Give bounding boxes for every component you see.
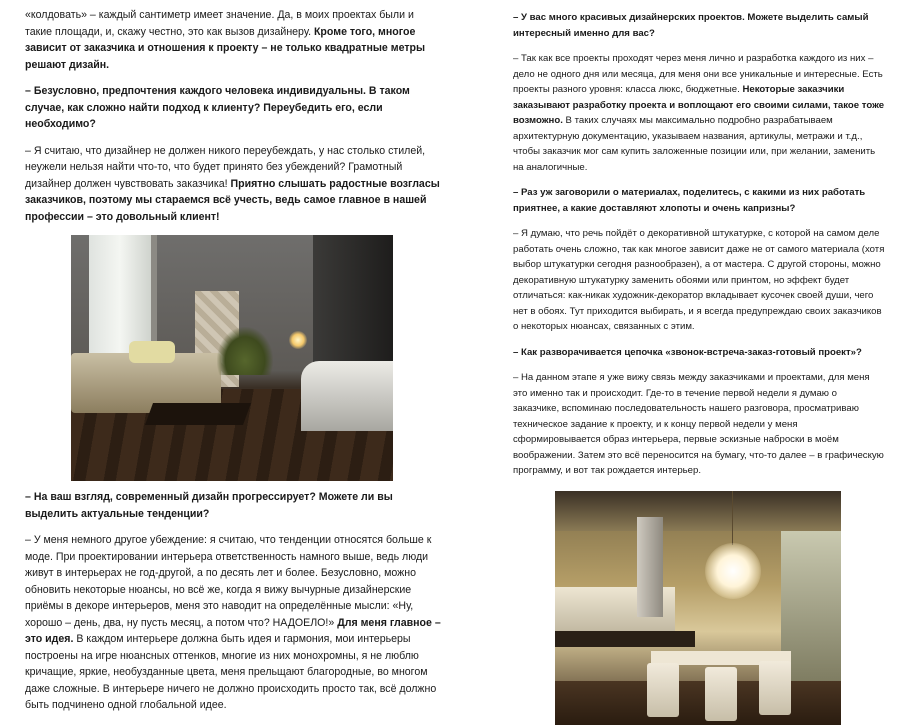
chair [647,663,679,717]
bedroom-interior-photo [71,235,393,481]
interview-answer: – На данном этапе я уже вижу связь между заказчиками и проектами, для меня это именно так и происходит. Где-то в течение первой недели я думаю о заказчике, вспоминаю последовательность нашего разговора, просматриваю техническое задание к проекту, и к концу первой недели у меня сформировывается образ интерьера, первые эскизные наброски в моём воображении. Затем это всё переносится на бумагу, что-то далее – в графическую программу, и вот так рождается интерьер. [513,372,884,476]
text: – У меня немного другое убеждение: я считаю, что тенденции относятся больше к моде. При проектировании интерьера ответственность намного выше, ведь люди живут в интерьерах не год-другой, а по десять лет и более. Безусловно, можно обновить некоторые нюансы, но всё же, когда я вижу вычурные дизайнерские приёмы в декоре интерьеров, меня это наводит на определённые мысли: «Ну, хорошо – день, два, ну пусть месяц, а потом что? НАДОЕЛО!» [25,534,432,629]
left-column [25,0,443,714]
floor [555,681,841,725]
interview-answer: – Я думаю, что речь пойдёт о декоративной штукатурке, с которой на самом деле работать очень сложно, так как многое зависит даже не от самого материала (хотя выбор штукатурки сегодня разнообразен), а от мастера. С другой стороны, можно декоративную штукатурку заменить обоями или принтом, но эффект будет отличаться: как-никак художник-декоратор вкладывает кусочек своей души, чего нет в обоях. Тут приходится выбирать, и я всегда предупреждаю своих заказчиков о некоторых нюансах, связанных с этим. [513,228,885,332]
text: – Я считаю, что дизайнер не должен никого переубеждать, у нас столько стилей, неужели нельзя найти что-то, что будет принято без убеждений? Грамотный дизайнер должен чувствовать заказчика! [25,144,426,190]
bold-text: Кроме того, многое зависит от заказчика и отношения к проекту – не только квадратные метры решают дизайн. [25,25,426,71]
ceiling [555,491,841,531]
kitchen-interior-photo [555,491,841,725]
chair [705,667,737,721]
interview-question: – Как разворачивается цепочка «звонок-встреча-заказ-готовый проект»? [513,346,862,358]
lamp-wire [732,491,733,545]
paragraph [25,7,443,73]
interview-question: – Безусловно, предпочтения каждого человека индивидуальны. В таком случае, как сложно найти подход к клиенту? Переубедить его, если необходимо? [25,85,410,130]
kitchen-counter [555,631,695,647]
text: «колдовать» – каждый сантиметр имеет значение. Да, в моих проектах были и такие площади, и, скажу честно, это как вызов дизайнеру. [25,9,414,38]
pillow [129,341,175,363]
bold-text: Для меня главное – это идея. [25,616,441,645]
interview-answer [513,51,885,175]
interview-question: – На ваш взгляд, современный дизайн прогрессирует? Можете ли вы выделить актуальные тенденции? [25,491,393,520]
bed [301,361,393,431]
chair [759,661,791,715]
bold-text: Некоторые заказчики заказывают разработку проекта и воплощают его своими силами, такое тоже возможно. [513,84,885,126]
interview-question: – Раз уж заговорили о материалах, поделитесь, с какими из них работать приятнее, а какие доставляют хлопоты и очень капризны? [513,187,866,214]
chandelier [705,543,761,599]
lamp [289,331,307,349]
interview-question: – У вас много красивых дизайнерских проектов. Можете выделить самый интересный именно для вас? [513,12,869,39]
interview-answer [25,532,443,714]
text: В каждом интерьере должна быть идея и гармония, мои интерьеры построены на игре нюансных оттенков, многие из них монохромны, я не люблю кричащие, яркие, необузданные цвета, меня прельщают благородные, во многом даже сложные. В интерьере ничего не должно происходить просто так, всё должно быть подчинено одной глобальной идее. [25,633,437,711]
interview-answer [25,143,443,226]
window [89,235,157,355]
right-column [513,0,885,725]
text: – Так как все проекты проходят через меня лично и разработка каждого из них – дело не одного дня или месяца, для меня они все уникальные и интересные. Есть проекты разного уровня: класса люкс, бюджетные. [513,53,883,95]
plant [217,327,273,375]
bold-text: Приятно слышать радостные возгласы заказчиков, поэтому мы стараемся всё учесть, ведь самое главное в нашей профессии – это довольный клиент! [25,177,440,223]
cooker-hood [637,517,663,617]
coffee-table [145,403,251,425]
text: В таких случаях мы максимально подробно разрабатываем архитектурную документацию, указываем названия, артикулы, метражи и т.д., чтобы заказчик мог сам купить заложенные позиции или, при желании, заменить на аналогичные. [513,115,876,173]
